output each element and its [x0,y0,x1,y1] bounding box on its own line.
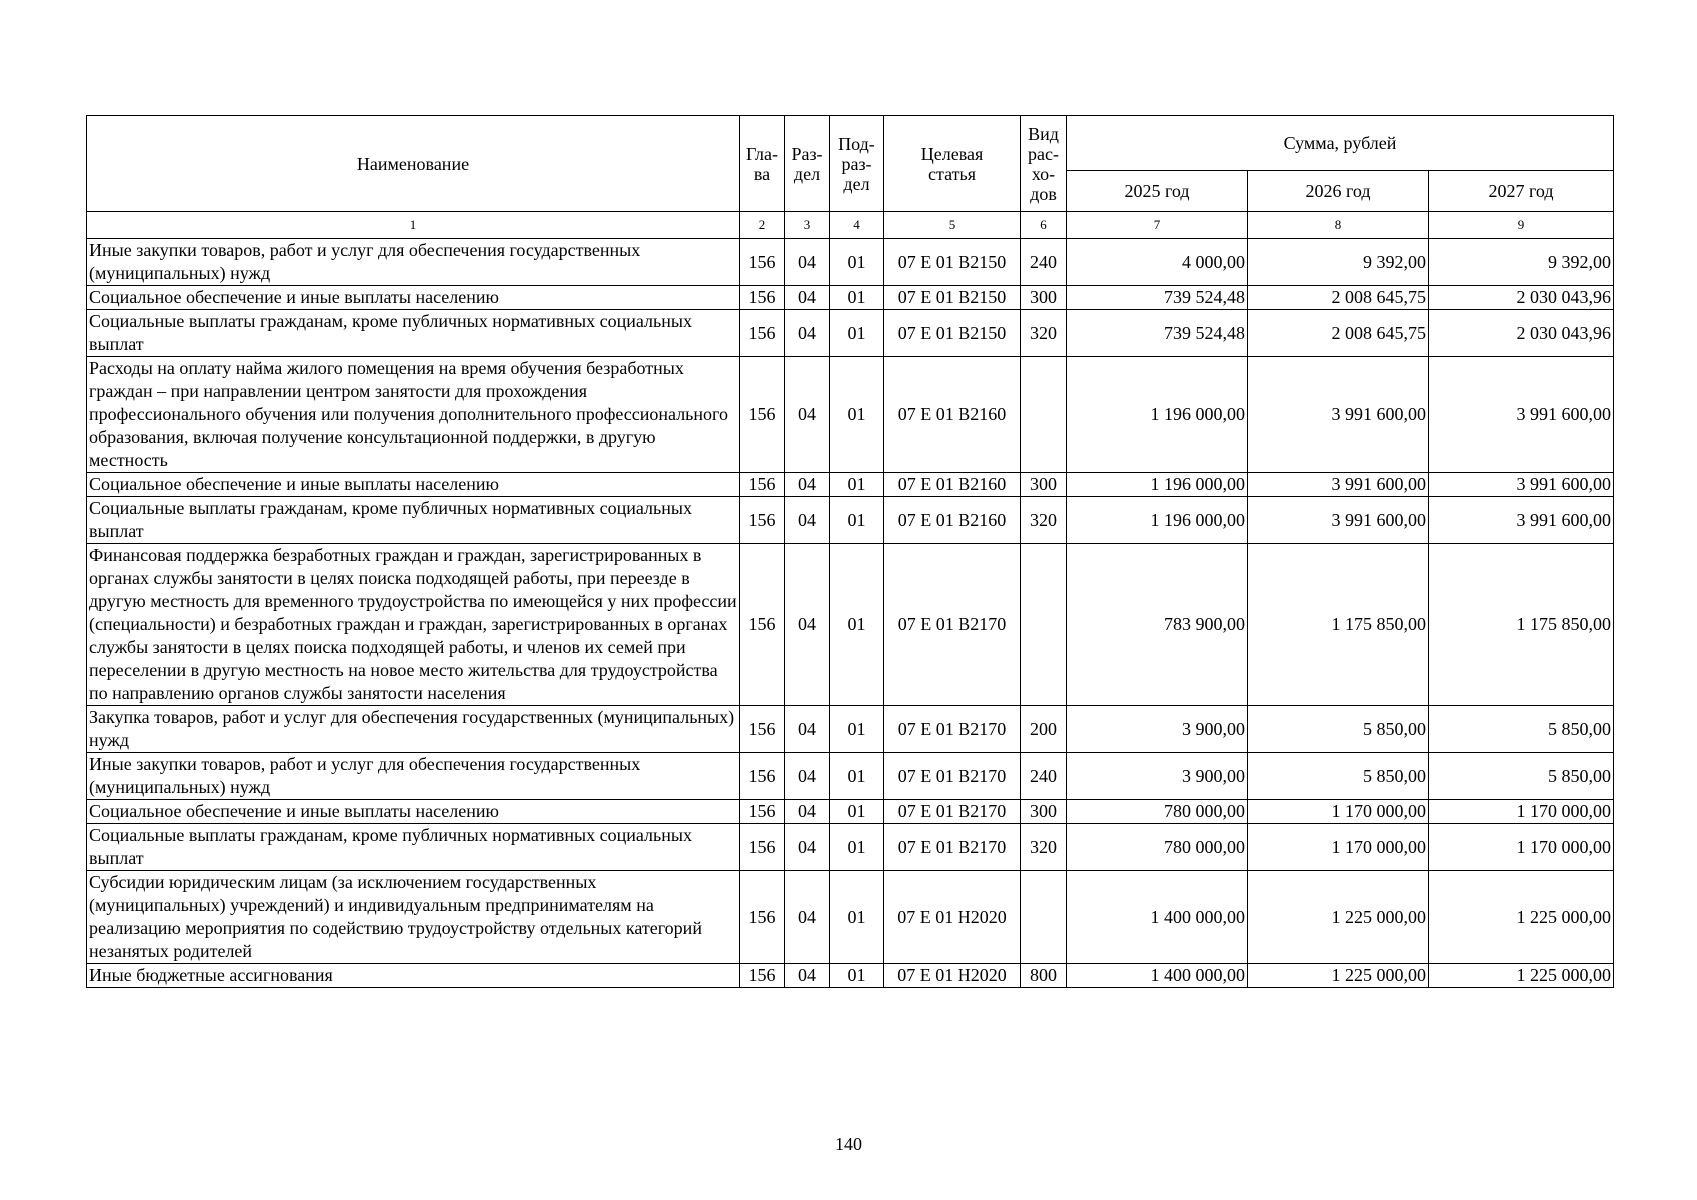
cell-razdel: 04 [785,310,830,357]
cell-vid-raskhodov: 800 [1021,964,1067,988]
cell-vid-raskhodov: 300 [1021,800,1067,824]
cell-summa-2026: 1 175 850,00 [1248,544,1429,706]
cell-summa-2025: 783 900,00 [1067,544,1248,706]
table-header [87,116,1614,239]
table-row [87,824,1614,871]
cell-summa-2026: 1 170 000,00 [1248,800,1429,824]
cell-name: Закупка товаров, работ и услуг для обеспечения государственных (муниципальных) нужд [87,706,740,753]
column-number: 8 [1248,212,1429,239]
cell-glava: 156 [740,357,785,473]
cell-summa-2026: 2 008 645,75 [1248,286,1429,310]
cell-name: Иные бюджетные ассигнования [87,964,740,988]
cell-vid-raskhodov: 320 [1021,497,1067,544]
cell-summa-2027: 9 392,00 [1429,239,1614,286]
cell-tselevaya-statya: 07 Е 01 В2170 [884,706,1021,753]
cell-name: Иные закупки товаров, работ и услуг для обеспечения государственных (муниципальных) нужд [87,753,740,800]
cell-razdel: 04 [785,824,830,871]
cell-name: Социальное обеспечение и иные выплаты населению [87,286,740,310]
cell-glava: 156 [740,964,785,988]
cell-razdel: 04 [785,473,830,497]
table-row [87,706,1614,753]
header-podrazdel: Под- раз- дел [830,116,884,212]
cell-podrazdel: 01 [830,706,884,753]
table-row [87,544,1614,706]
cell-glava: 156 [740,310,785,357]
cell-summa-2025: 3 900,00 [1067,753,1248,800]
cell-summa-2026: 2 008 645,75 [1248,310,1429,357]
cell-summa-2025: 1 196 000,00 [1067,497,1248,544]
cell-razdel: 04 [785,544,830,706]
cell-podrazdel: 01 [830,964,884,988]
cell-glava: 156 [740,473,785,497]
header-vid-raskhodov: Вид рас- хо- дов [1021,116,1067,212]
cell-summa-2025: 1 196 000,00 [1067,473,1248,497]
cell-tselevaya-statya: 07 Е 01 Н2020 [884,964,1021,988]
cell-summa-2025: 4 000,00 [1067,239,1248,286]
cell-tselevaya-statya: 07 Е 01 В2170 [884,800,1021,824]
cell-summa-2025: 780 000,00 [1067,800,1248,824]
header-name: Наименование [87,116,740,212]
cell-vid-raskhodov: 240 [1021,753,1067,800]
cell-summa-2026: 3 991 600,00 [1248,357,1429,473]
header-year-2026: 2026 год [1248,171,1429,212]
header-year-2025: 2025 год [1067,171,1248,212]
cell-vid-raskhodov [1021,871,1067,964]
cell-vid-raskhodov [1021,357,1067,473]
cell-summa-2027: 2 030 043,96 [1429,286,1614,310]
cell-vid-raskhodov: 300 [1021,473,1067,497]
cell-summa-2027: 1 170 000,00 [1429,824,1614,871]
cell-podrazdel: 01 [830,824,884,871]
header-glava: Гла- ва [740,116,785,212]
cell-summa-2026: 1 170 000,00 [1248,824,1429,871]
cell-razdel: 04 [785,706,830,753]
cell-podrazdel: 01 [830,800,884,824]
cell-razdel: 04 [785,286,830,310]
cell-summa-2027: 5 850,00 [1429,706,1614,753]
cell-tselevaya-statya: 07 Е 01 В2170 [884,753,1021,800]
cell-summa-2025: 1 400 000,00 [1067,871,1248,964]
cell-podrazdel: 01 [830,239,884,286]
cell-summa-2027: 1 175 850,00 [1429,544,1614,706]
cell-summa-2025: 739 524,48 [1067,286,1248,310]
cell-summa-2026: 5 850,00 [1248,706,1429,753]
cell-summa-2025: 780 000,00 [1067,824,1248,871]
cell-name: Финансовая поддержка безработных граждан и граждан, зарегистрированных в органах службы занятости в целях поиска подходящей работы, при переезде в другую местность для временного трудоустройства по имеющейся у них профессии (специальности) и безработных граждан и граждан, зарегистрированных в органах службы занятости в целях поиска подходящей работы, и членов их семей при переселении в другую местность на новое место жительства для трудоустройства по направлению органов службы занятости населения [87,544,740,706]
cell-tselevaya-statya: 07 Е 01 В2160 [884,473,1021,497]
cell-name: Социальные выплаты гражданам, кроме публичных нормативных социальных выплат [87,497,740,544]
column-number: 7 [1067,212,1248,239]
cell-razdel: 04 [785,239,830,286]
cell-razdel: 04 [785,871,830,964]
column-number: 9 [1429,212,1614,239]
cell-summa-2026: 1 225 000,00 [1248,871,1429,964]
cell-summa-2026: 1 225 000,00 [1248,964,1429,988]
cell-vid-raskhodov: 240 [1021,239,1067,286]
cell-tselevaya-statya: 07 Е 01 В2170 [884,544,1021,706]
cell-name: Социальные выплаты гражданам, кроме публичных нормативных социальных выплат [87,824,740,871]
cell-summa-2027: 1 170 000,00 [1429,800,1614,824]
cell-razdel: 04 [785,753,830,800]
table-row [87,497,1614,544]
table-row [87,964,1614,988]
table-row [87,871,1614,964]
cell-summa-2027: 3 991 600,00 [1429,473,1614,497]
cell-summa-2025: 1 400 000,00 [1067,964,1248,988]
column-number: 1 [87,212,740,239]
cell-glava: 156 [740,753,785,800]
cell-glava: 156 [740,544,785,706]
cell-vid-raskhodov [1021,544,1067,706]
cell-glava: 156 [740,824,785,871]
cell-summa-2026: 5 850,00 [1248,753,1429,800]
cell-summa-2025: 1 196 000,00 [1067,357,1248,473]
cell-summa-2026: 9 392,00 [1248,239,1429,286]
header-tselevaya-statya: Целевая статья [884,116,1021,212]
table-row [87,357,1614,473]
table-row [87,239,1614,286]
cell-name: Расходы на оплату найма жилого помещения на время обучения безработных граждан – при направлении центром занятости для прохождения профессионального обучения или получения дополнительного профессионального образования, включая получение консультационной поддержки, в другую местность [87,357,740,473]
cell-glava: 156 [740,239,785,286]
table-row [87,800,1614,824]
cell-vid-raskhodov: 200 [1021,706,1067,753]
column-numbers-row [87,212,1614,239]
column-number: 5 [884,212,1021,239]
cell-podrazdel: 01 [830,473,884,497]
table-row [87,473,1614,497]
cell-summa-2027: 1 225 000,00 [1429,964,1614,988]
column-number: 2 [740,212,785,239]
column-number: 6 [1021,212,1067,239]
cell-tselevaya-statya: 07 Е 01 Н2020 [884,871,1021,964]
cell-podrazdel: 01 [830,544,884,706]
cell-name: Социальное обеспечение и иные выплаты населению [87,800,740,824]
column-number: 4 [830,212,884,239]
cell-tselevaya-statya: 07 Е 01 В2160 [884,357,1021,473]
cell-podrazdel: 01 [830,310,884,357]
cell-summa-2027: 5 850,00 [1429,753,1614,800]
cell-glava: 156 [740,706,785,753]
cell-name: Субсидии юридическим лицам (за исключением государственных (муниципальных) учреждений) и индивидуальным предпринимателям на реализацию мероприятия по содействию трудоустройству отдельных категорий незанятых родителей [87,871,740,964]
cell-podrazdel: 01 [830,753,884,800]
table-row [87,286,1614,310]
header-razdel: Раз- дел [785,116,830,212]
cell-summa-2026: 3 991 600,00 [1248,473,1429,497]
cell-tselevaya-statya: 07 Е 01 В2160 [884,497,1021,544]
cell-vid-raskhodov: 300 [1021,286,1067,310]
cell-summa-2027: 1 225 000,00 [1429,871,1614,964]
cell-tselevaya-statya: 07 Е 01 В2150 [884,286,1021,310]
cell-name: Иные закупки товаров, работ и услуг для обеспечения государственных (муниципальных) нужд [87,239,740,286]
cell-glava: 156 [740,800,785,824]
cell-summa-2025: 739 524,48 [1067,310,1248,357]
table-body [87,239,1614,988]
cell-podrazdel: 01 [830,357,884,473]
cell-vid-raskhodov: 320 [1021,824,1067,871]
cell-razdel: 04 [785,800,830,824]
cell-glava: 156 [740,286,785,310]
table-row [87,753,1614,800]
header-year-2027: 2027 год [1429,171,1614,212]
cell-razdel: 04 [785,357,830,473]
cell-summa-2027: 3 991 600,00 [1429,497,1614,544]
cell-podrazdel: 01 [830,286,884,310]
cell-glava: 156 [740,497,785,544]
cell-tselevaya-statya: 07 Е 01 В2170 [884,824,1021,871]
header-summa: Сумма, рублей [1067,116,1614,171]
page-number: 140 [835,1134,862,1154]
cell-name: Социальные выплаты гражданам, кроме публичных нормативных социальных выплат [87,310,740,357]
cell-summa-2027: 2 030 043,96 [1429,310,1614,357]
cell-glava: 156 [740,871,785,964]
cell-summa-2027: 3 991 600,00 [1429,357,1614,473]
cell-razdel: 04 [785,964,830,988]
cell-name: Социальное обеспечение и иные выплаты населению [87,473,740,497]
cell-razdel: 04 [785,497,830,544]
column-number: 3 [785,212,830,239]
cell-summa-2026: 3 991 600,00 [1248,497,1429,544]
cell-podrazdel: 01 [830,871,884,964]
cell-podrazdel: 01 [830,497,884,544]
cell-vid-raskhodov: 320 [1021,310,1067,357]
cell-summa-2025: 3 900,00 [1067,706,1248,753]
table-row [87,310,1614,357]
budget-table [86,115,1614,988]
cell-tselevaya-statya: 07 Е 01 В2150 [884,239,1021,286]
cell-tselevaya-statya: 07 Е 01 В2150 [884,310,1021,357]
